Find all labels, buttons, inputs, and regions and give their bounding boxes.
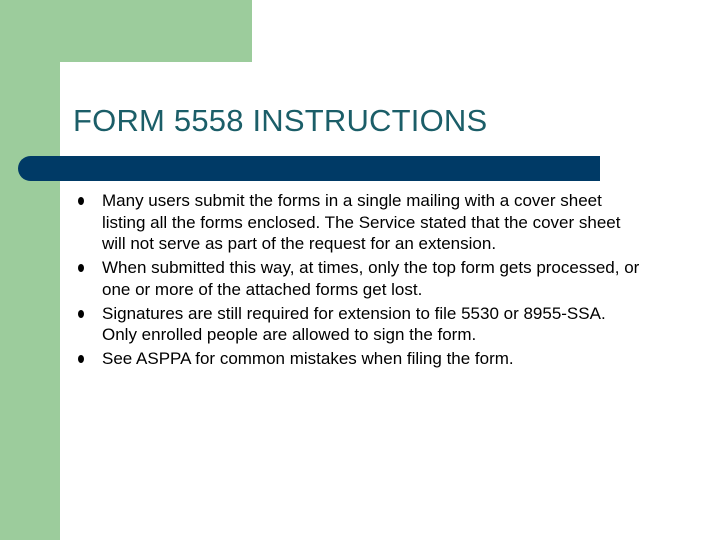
bullet-dot-icon bbox=[78, 355, 84, 363]
bullet-dot-icon bbox=[78, 197, 84, 205]
top-green-block bbox=[0, 0, 252, 62]
bullet-dot-icon bbox=[78, 264, 84, 272]
bullet-dot-icon bbox=[78, 310, 84, 318]
bullet-list bbox=[78, 190, 678, 372]
bullet-item bbox=[78, 257, 642, 300]
bullet-text: See ASPPA for common mistakes when filing the form. bbox=[102, 348, 514, 368]
bullet-item bbox=[78, 348, 642, 370]
slide-title: FORM 5558 INSTRUCTIONS bbox=[73, 103, 488, 138]
bullet-text: Many users submit the forms in a single mailing with a cover sheet listing all the forms enclosed. The Service stated that the cover sheet will not serve as part of the request for an extension. bbox=[102, 191, 621, 254]
left-green-band bbox=[0, 0, 60, 540]
bullet-text: When submitted this way, at times, only the top form gets processed, or one or more of the attached forms get lost. bbox=[102, 258, 640, 299]
bullet-item bbox=[78, 303, 642, 346]
bullet-item bbox=[78, 190, 642, 255]
bullet-text: Signatures are still required for extension to file 5530 or 8955-SSA. Only enrolled people are allowed to sign the form. bbox=[102, 303, 606, 345]
title-underline-bar bbox=[18, 156, 600, 181]
